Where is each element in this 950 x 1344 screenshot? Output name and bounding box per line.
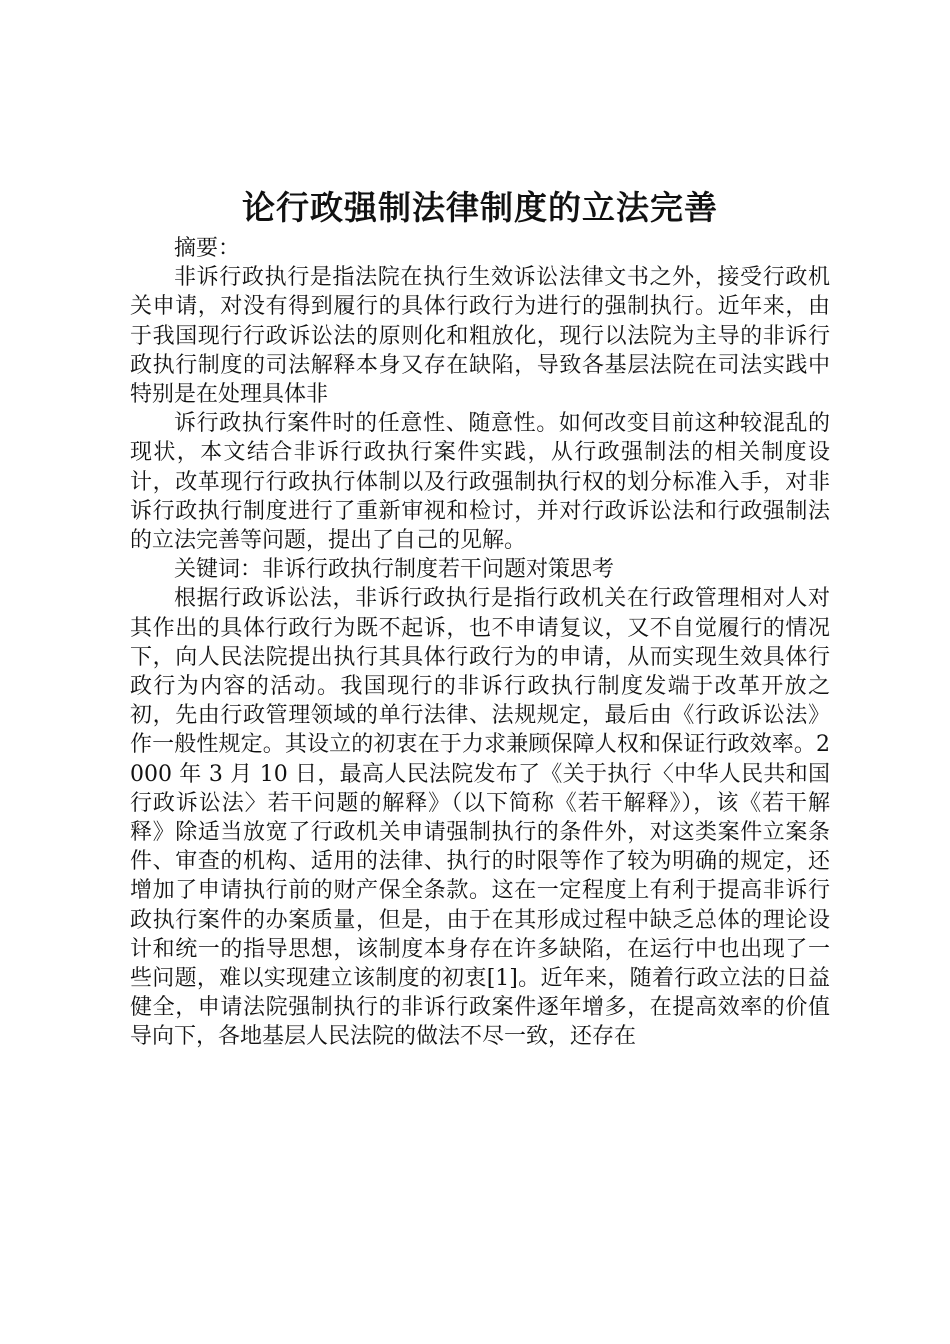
- abstract-paragraph-1: 非诉行政执行是指法院在执行生效诉讼法律文书之外，接受行政机关申请，对没有得到履行的具体行政行为进行的强制执行。近年来，由于我国现行行政诉讼法的原则化和粗放化，现行以法院为主导的非诉行政执行制度的司法解释本身又存在缺陷，导致各基层法院在司法实践中特别是在处理具体非: [130, 265, 830, 408]
- keywords-line: 关键词：非诉行政执行制度若干问题对策思考: [174, 557, 615, 583]
- document-title: 论行政强制法律制度的立法完善: [242, 188, 718, 227]
- abstract-label: 摘要：: [174, 236, 241, 261]
- body-paragraph: 根据行政诉讼法，非诉行政执行是指行政机关在行政管理相对人对其作出的具体行政行为既不起诉，也不申请复议，又不自觉履行的情况下，向人民法院提出执行其具体行政行为的申请，从而实现生效具体行政行为内容的活动。我国现行的非诉行政执行制度发端于改革开放之初，先由行政管理领域的单行法律、法规规定，最后由《行政诉讼法》作一般性规定。其设立的初衷在于力求兼顾保障人权和保证行政效率。2000 年 3 月 10 日，最高人民法院发布了《关于执行〈中华人民共和国行政诉讼法〉若干问题的解释》（以下简称《若干解释》），该《若干解释》除适当放宽了行政机关申请强制执行的条件外，对这类案件立案条件、审查的机构、适用的法律、执行的时限等作了较为明确的规定，还增加了申请执行前的财产保全条款。这在一定程度上有利于提高非诉行政执行案件的办案质量，但是，由于在其形成过程中缺乏总体的理论设计和统一的指导思想，该制度本身存在许多缺陷，在运行中也出现了一些问题，难以实现建立该制度的初衷[1]。近年来，随着行政立法的日益健全，申请法院强制执行的非诉行政案件逐年增多，在提高效率的价值导向下，各地基层人民法院的做法不尽一致，还存在: [130, 586, 830, 1050]
- abstract-paragraph-2: 诉行政执行案件时的任意性、随意性。如何改变目前这种较混乱的现状，本文结合非诉行政执行案件实践，从行政强制法的相关制度设计，改革现行行政执行体制以及行政强制执行权的划分标准入手，对非诉行政执行制度进行了重新审视和检讨，并对行政诉讼法和行政强制法的立法完善等问题，提出了自己的见解。: [130, 411, 830, 554]
- document-page: [130, 182, 830, 1052]
